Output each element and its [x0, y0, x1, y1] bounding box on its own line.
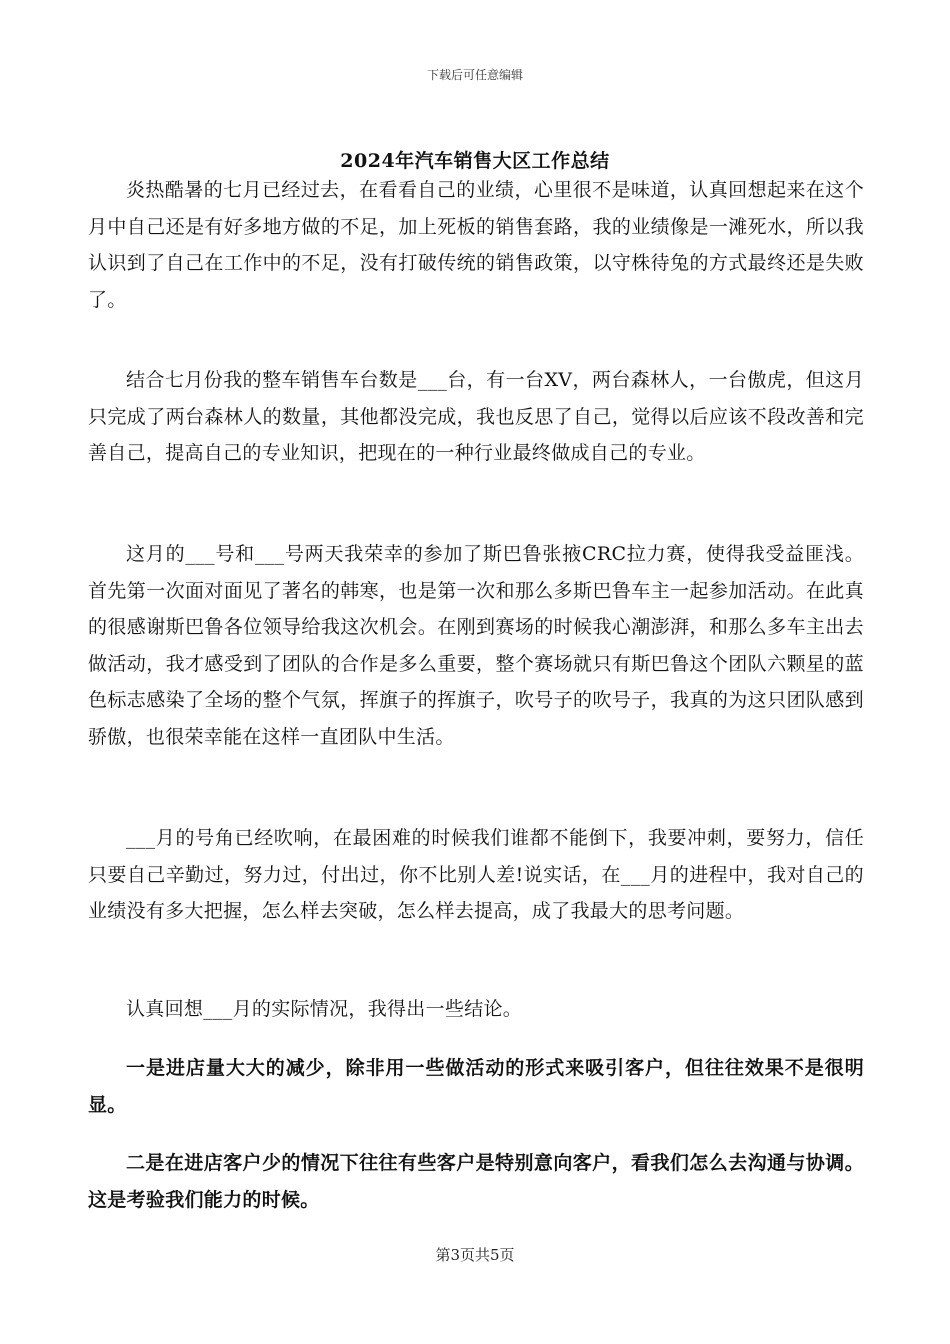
paragraph-block-7 [88, 1145, 864, 1218]
paragraph-block-4 [88, 820, 864, 930]
page-header: 下载后可任意编辑 [426, 68, 523, 82]
paragraph-block-6 [88, 1050, 864, 1123]
paragraph-3: 这月的___号和___号两天我荣幸的参加了斯巴鲁张掖CRC拉力赛，使得我受益匪浅。首先第一次面对面见了著名的韩寒，也是第一次和那么多斯巴鲁车主一起参加活动。在此真的很感谢斯巴鲁各位领导给我这次机会。在刚到赛场的时候我心潮澎湃，和那么多车主出去做活动，我才感受到了团队的合作是多么重要，整个赛场就只有斯巴鲁这个团队六颗星的蓝色标志感染了全场的整个气氛，挥旗子的挥旗子，吹号子的吹号子，我真的为这只团队感到骄傲，也很荣幸能在这样一直团队中生活。 [88, 543, 864, 748]
paragraph-1: 炎热酷暑的七月已经过去，在看看自己的业绩，心里很不是味道，认真回想起来在这个月中自己还是有好多地方做的不足，加上死板的销售套路，我的业绩像是一滩死水，所以我认识到了自己在工作中的不足，没有打破传统的销售政策，以守株待兔的方式最终还是失败了。 [88, 179, 864, 311]
conclusion-point-1: 一是进店量大大的减少，除非用一些做活动的形式来吸引客户，但往往效果不是很明显。 [88, 1057, 864, 1116]
page-number: 第3页共5页 [435, 1246, 515, 1264]
paragraph-block-5 [88, 991, 864, 1028]
document-title: 2024年汽车销售大区工作总结 [340, 150, 610, 172]
paragraph-2: 结合七月份我的整车销售车台数是___台，有一台XV，两台森林人，一台傲虎，但这月只完成了两台森林人的数量，其他都没完成，我也反思了自己，觉得以后应该不段改善和完善自己，提高自己的专业知识，把现在的一种行业最终做成自己的专业。 [88, 369, 864, 464]
paragraph-block-3 [88, 536, 864, 755]
conclusion-point-2: 二是在进店客户少的情况下往往有些客户是特别意向客户，看我们怎么去沟通与协调。这是考验我们能力的时候。 [88, 1152, 864, 1211]
paragraph-block-1 [88, 172, 864, 318]
paragraph-block-2 [88, 362, 864, 472]
paragraph-4: ___月的号角已经吹响，在最困难的时候我们谁都不能倒下，我要冲刺，要努力，信任只要自己辛勤过，努力过，付出过，你不比别人差!说实话，在___月的进程中，我对自己的业绩没有多大把握，怎么样去突破，怎么样去提高，成了我最大的思考问题。 [88, 827, 864, 922]
paragraph-5: 认真回想___月的实际情况，我得出一些结论。 [126, 998, 523, 1020]
